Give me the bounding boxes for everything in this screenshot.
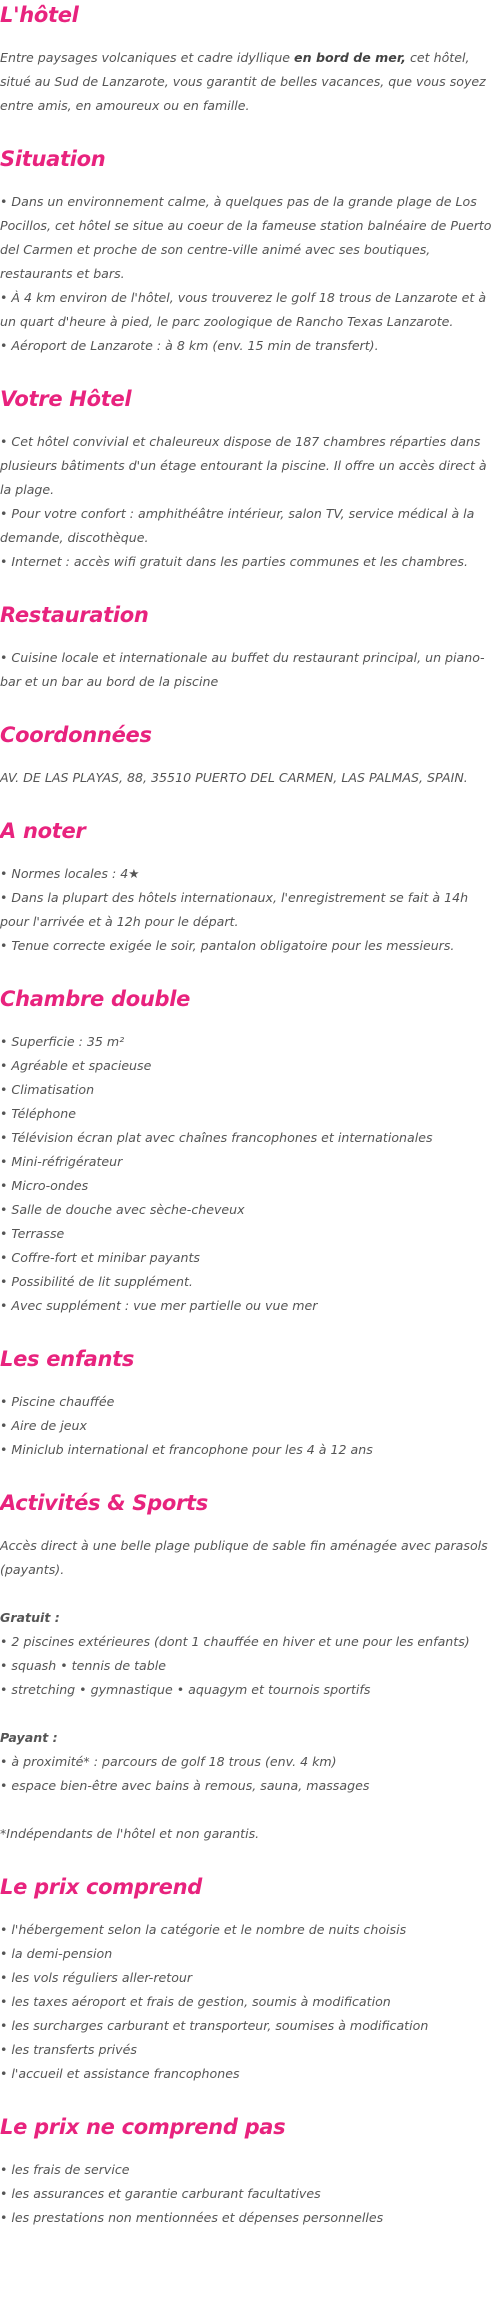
section-body: [0, 1534, 500, 1846]
list-item: • Cuisine locale et internationale au buffet du restaurant principal, un piano-bar et un bar au bord de la piscine: [0, 650, 485, 689]
section-body: [0, 646, 500, 694]
section-title: Restauration: [0, 603, 149, 627]
section-title: Votre Hôtel: [0, 387, 132, 411]
list-item: • l'hébergement selon la catégorie et le nombre de nuits choisis: [0, 1922, 407, 1937]
list-item: • Agréable et spacieuse: [0, 1058, 152, 1073]
section-a-noter: [0, 816, 500, 958]
list-item: • À 4 km environ de l'hôtel, vous trouverez le golf 18 trous de Lanzarote et à un quart d'heure à pied, le parc zoologique de Rancho Texas Lanzarote.: [0, 290, 487, 329]
list-item: • Aéroport de Lanzarote : à 8 km (env. 15 min de transfert).: [0, 338, 379, 353]
list-item: • les vols réguliers aller-retour: [0, 1970, 193, 1985]
spacer: [0, 1582, 500, 1606]
list-item: • Avec supplément : vue mer partielle ou vue mer: [0, 1298, 318, 1313]
section-title: Les enfants: [0, 1347, 135, 1371]
intro-text-continued: cet hôtel, situé au Sud de Lanzarote, vous garantit de belles vacances, que vous soyez entre amis, en amoureux ou en famille.: [0, 50, 486, 113]
list-item: • Dans la plupart des hôtels internationaux, l'enregistrement se fait à 14h pour l'arrivée et à 12h pour le départ.: [0, 890, 469, 929]
section-body: [0, 190, 500, 358]
list-item: • Pour votre confort : amphithéâtre intérieur, salon TV, service médical à la demande, discothèque.: [0, 506, 475, 545]
list-item: • Climatisation: [0, 1082, 95, 1097]
list-item: • les prestations non mentionnées et dépenses personnelles: [0, 2210, 384, 2225]
list-item: • squash • tennis de table: [0, 1658, 167, 1673]
footnote: *Indépendants de l'hôtel et non garantis.: [0, 1826, 260, 1841]
list-item: • à proximité* : parcours de golf 18 trous (env. 4 km): [0, 1754, 337, 1769]
section-body: [0, 1390, 500, 1462]
section-hotel: [0, 0, 500, 118]
section-situation: [0, 144, 500, 358]
section-title: Coordonnées: [0, 723, 152, 747]
section-title: Activités & Sports: [0, 1491, 208, 1515]
section-prix-comprend: [0, 1872, 500, 2086]
list-item: • Miniclub international et francophone pour les 4 à 12 ans: [0, 1442, 373, 1457]
section-restauration: [0, 600, 500, 694]
list-item: • les assurances et garantie carburant facultatives: [0, 2186, 321, 2201]
list-item: • Internet : accès wifi gratuit dans les parties communes et les chambres.: [0, 554, 468, 569]
list-item: • Micro-ondes: [0, 1178, 89, 1193]
section-title: Le prix ne comprend pas: [0, 2115, 286, 2139]
hotel-intro: [0, 46, 500, 118]
list-item: • l'accueil et assistance francophones: [0, 2066, 240, 2081]
section-prix-ne-comprend-pas: [0, 2112, 500, 2230]
section-title: A noter: [0, 819, 86, 843]
list-item: • Cet hôtel convivial et chaleureux dispose de 187 chambres réparties dans plusieurs bâtiments d'un étage entourant la piscine. Il offre un accès direct à la plage.: [0, 434, 487, 497]
section-chambre-double: [0, 984, 500, 1318]
section-les-enfants: [0, 1344, 500, 1462]
list-item: • stretching • gymnastique • aquagym et tournois sportifs: [0, 1682, 371, 1697]
list-item: • Normes locales : 4★: [0, 866, 140, 881]
list-item: • Superficie : 35 m²: [0, 1034, 125, 1049]
address: [0, 766, 500, 790]
list-item: • Télévision écran plat avec chaînes francophones et internationales: [0, 1130, 433, 1145]
section-activites-sports: [0, 1488, 500, 1846]
list-item: • espace bien-être avec bains à remous, sauna, massages: [0, 1778, 370, 1793]
section-title: Le prix comprend: [0, 1875, 202, 1899]
list-item: • les surcharges carburant et transporteur, soumises à modification: [0, 2018, 429, 2033]
free-label: Gratuit :: [0, 1610, 60, 1625]
section-body: [0, 862, 500, 958]
list-item: • les frais de service: [0, 2162, 130, 2177]
list-item: • Mini-réfrigérateur: [0, 1154, 123, 1169]
section-votre-hotel: [0, 384, 500, 574]
list-item: • Dans un environnement calme, à quelques pas de la grande plage de Los Pocillos, cet hôtel se situe au coeur de la fameuse station balnéaire de Puerto del Carmen et proche de son centre-ville animé avec ses boutiques, restaurants et bars.: [0, 194, 492, 281]
list-item: • Téléphone: [0, 1106, 76, 1121]
activities-intro: Accès direct à une belle plage publique de sable fin aménagée avec parasols (payants).: [0, 1538, 488, 1577]
spacer: [0, 1798, 500, 1822]
list-item: • Terrasse: [0, 1226, 65, 1241]
list-item: • les transferts privés: [0, 2042, 137, 2057]
list-item: • les taxes aéroport et frais de gestion, soumis à modification: [0, 1994, 391, 2009]
list-item: • Possibilité de lit supplément.: [0, 1274, 193, 1289]
section-coordonnees: [0, 720, 500, 790]
list-item: • Aire de jeux: [0, 1418, 87, 1433]
address-text: AV. DE LAS PLAYAS, 88, 35510 PUERTO DEL CARMEN, LAS PALMAS, SPAIN.: [0, 770, 468, 785]
paid-label: Payant :: [0, 1730, 58, 1745]
section-body: [0, 1030, 500, 1318]
section-body: [0, 1918, 500, 2086]
section-title: Chambre double: [0, 987, 191, 1011]
list-item: • Coffre-fort et minibar payants: [0, 1250, 200, 1265]
list-item: • Tenue correcte exigée le soir, pantalon obligatoire pour les messieurs.: [0, 938, 455, 953]
spacer: [0, 1702, 500, 1726]
section-body: [0, 430, 500, 574]
intro-text: Entre paysages volcaniques et cadre idyllique: [0, 50, 295, 65]
section-title: L'hôtel: [0, 3, 79, 27]
section-body: [0, 2158, 500, 2230]
list-item: • Piscine chauffée: [0, 1394, 115, 1409]
list-item: • 2 piscines extérieures (dont 1 chauffée en hiver et une pour les enfants): [0, 1634, 470, 1649]
intro-bold-text: en bord de mer,: [294, 50, 406, 65]
section-title: Situation: [0, 147, 106, 171]
list-item: • Salle de douche avec sèche-cheveux: [0, 1202, 245, 1217]
list-item: • la demi-pension: [0, 1946, 113, 1961]
